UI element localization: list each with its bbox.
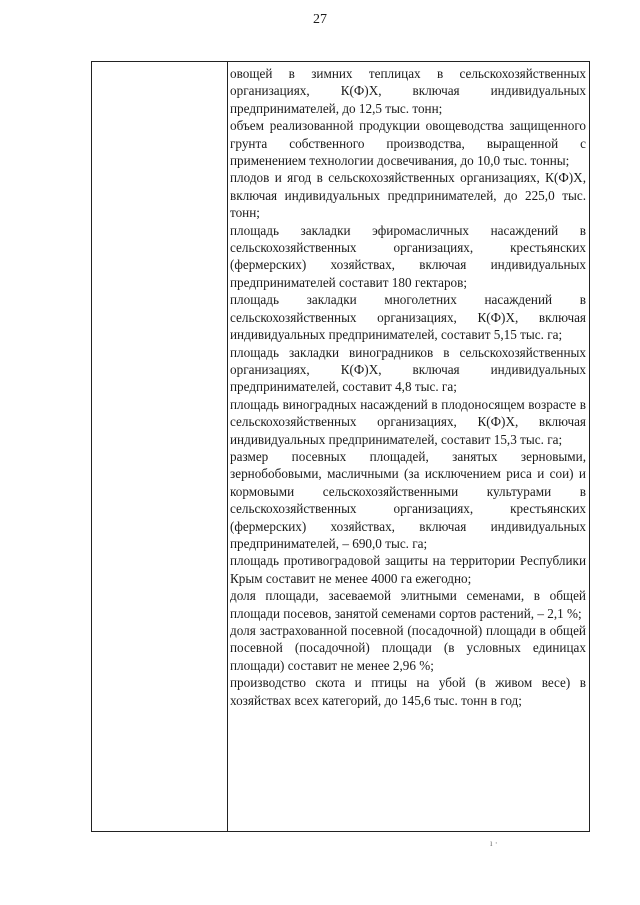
list-item: доля застрахованной посевной (посадочной) площади в общей посевной (посадочной) площади (в условных единицах площади) составит не менее 2,96 %; xyxy=(230,623,586,673)
scan-marks: ı · xyxy=(490,838,498,848)
list-item: плодов и ягод в сельскохозяйственных организациях, К(Ф)Х, включая индивидуальных предпринимателей, до 225,0 тыс. тонн; xyxy=(230,170,586,221)
list-item: площадь виноградных насаждений в плодоносящем возрасте в сельскохозяйственных организациях, К(Ф)Х, включая индивидуальных предпринимателей, составит 15,3 тыс. га; xyxy=(230,396,586,447)
table-right-cell xyxy=(230,65,586,709)
column-divider xyxy=(227,62,228,831)
list-item: площадь противоградовой защиты на территории Республики Крым составит не менее 4000 га ежегодно; xyxy=(230,553,586,586)
list-item: овощей в зимних теплицах в сельскохозяйственных организациях, К(Ф)Х, включая индивидуальных предпринимателей, до 12,5 тыс. тонн; xyxy=(230,66,586,116)
page-number: 27 xyxy=(313,12,327,27)
list-item: площадь закладки виноградников в сельскохозяйственных организациях, К(Ф)Х, включая индивидуальных предпринимателей, составит 4,8 тыс. га; xyxy=(230,344,586,395)
list-item: объем реализованной продукции овощеводства защищенного грунта собственного производства, выращенной с применением технологии досвечивания, до 10,0 тыс. тонны; xyxy=(230,118,586,169)
list-item: площадь закладки многолетних насаждений в сельскохозяйственных организациях, К(Ф)Х, включая индивидуальных предпринимателей, составит 5,15 тыс. га; xyxy=(230,292,586,343)
list-item: размер посевных площадей, занятых зерновыми, зернобобовыми, масличными (за исключением риса и сои) и кормовыми сельскохозяйственными культурами в сельскохозяйственных организациях, крестьянских (фермерских) хозяйствах, включая индивидуальных предпринимателей, – 690,0 тыс. га; xyxy=(230,448,586,551)
list-item: доля площади, засеваемой элитными семенами, в общей площади посевов, занятой семенами сортов растений, – 2,1 %; xyxy=(230,588,586,621)
list-item: производство скота и птицы на убой (в живом весе) в хозяйствах всех категорий, до 145,6 тыс. тонн в год; xyxy=(230,675,586,708)
list-item: площадь закладки эфиромасличных насаждений в сельскохозяйственных организациях, крестьянских (фермерских) хозяйствах, включая индивидуальных предпринимателей составит 180 гектаров; xyxy=(230,222,586,290)
document-table xyxy=(91,61,590,832)
